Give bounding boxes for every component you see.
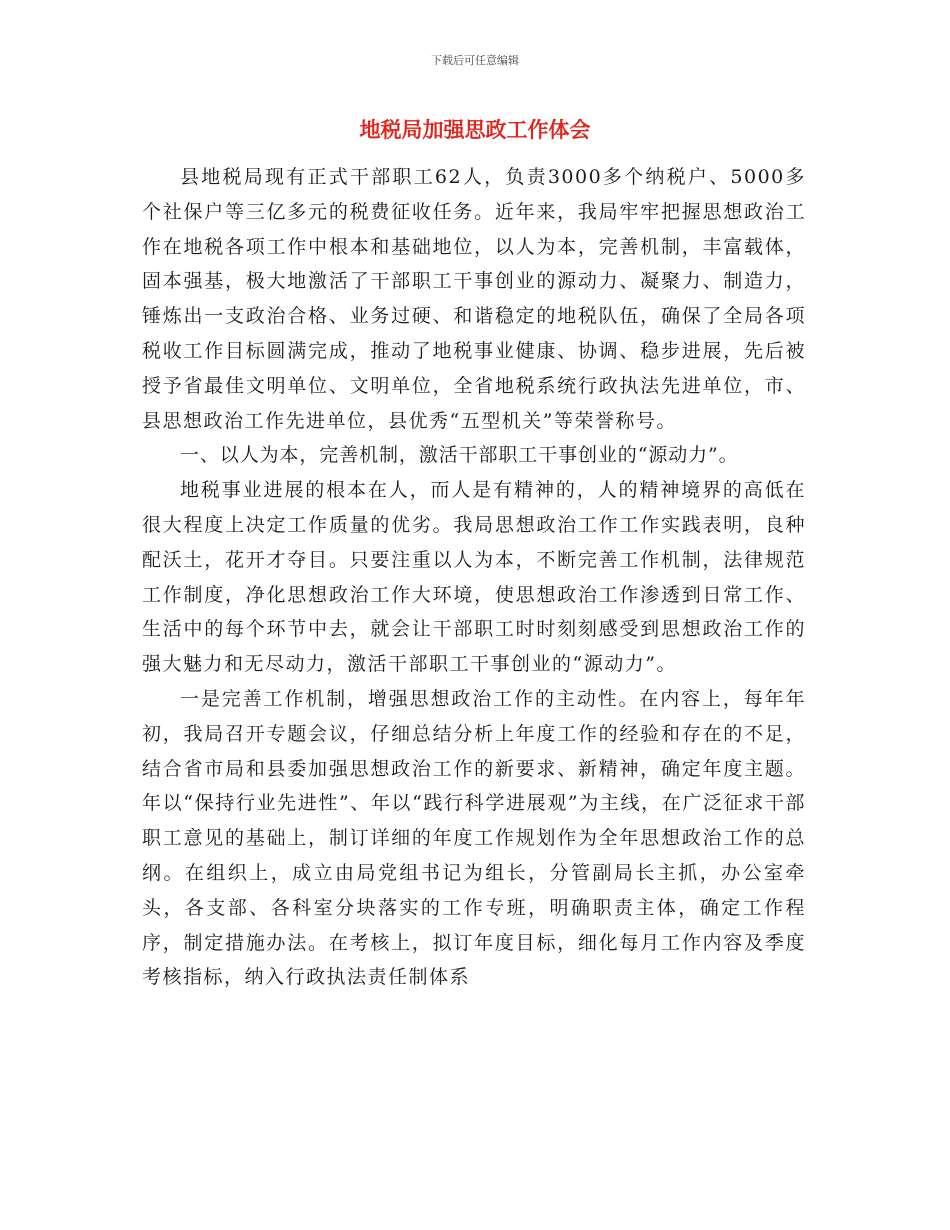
document-body [142,160,806,995]
document-title: 地税局加强思政工作体会 [359,118,591,142]
paragraph-mechanism: 一是完善工作机制，增强思想政治工作的主动性。在内容上，每年年初，我局召开专题会议，仔细总结分析上年度工作的经验和存在的不足，结合省市局和县委加强思想政治工作的新要求、新精神，确定年度主题。年以“保持行业先进性”、年以“践行科学进展观”为主线，在广泛征求干部职工意见的基础上，制订详细的年度工作规划作为全年思想政治工作的总纲。在组织上，成立由局党组书记为组长，分管副局长主抓，办公室牵头，各支部、各科室分块落实的工作专班，明确职责主体，确定工作程序，制定措施办法。在考核上，拟订年度目标，细化每月工作内容及季度考核指标，纳入行政执法责任制体系 [142,687,806,989]
section-heading-1: 一、以人为本，完善机制，激活干部职工干事创业的“源动力”。 [180,444,739,467]
paragraph-section-1: 地税事业进展的根本在人，而人是有精神的，人的精神境界的高低在很大程度上决定工作质量的优劣。我局思想政治工作工作实践表明，良种配沃土，花开才夺目。只要注重以人为本，不断完善工作机制，法律规范工作制度，净化思想政治工作大环境，使思想政治工作渗透到日常工作、生活中的每个环节中去，就会让干部职工时时刻刻感受到思想政治工作的强大魅力和无尽动力，激活干部职工干事创业的“源动力”。 [142,479,806,676]
paragraph-intro: 县地税局现有正式干部职工62人，负责3000多个纳税户、5000多个社保户等三亿多元的税费征收任务。近年来，我局牢牢把握思想政治工作在地税各项工作中根本和基础地位，以人为本，完善机制，丰富载体，固本强基，极大地激活了干部职工干事创业的源动力、凝聚力、制造力，锤炼出一支政治合格、业务过硬、和谐稳定的地税队伍，确保了全局各项税收工作目标圆满完成，推动了地税事业健康、协调、稳步进展，先后被授予省最佳文明单位、文明单位，全省地税系统行政执法先进单位，市、县思想政治工作先进单位，县优秀“五型机关”等荣誉称号。 [142,166,806,432]
header-note: 下载后可任意编辑 [431,54,519,67]
